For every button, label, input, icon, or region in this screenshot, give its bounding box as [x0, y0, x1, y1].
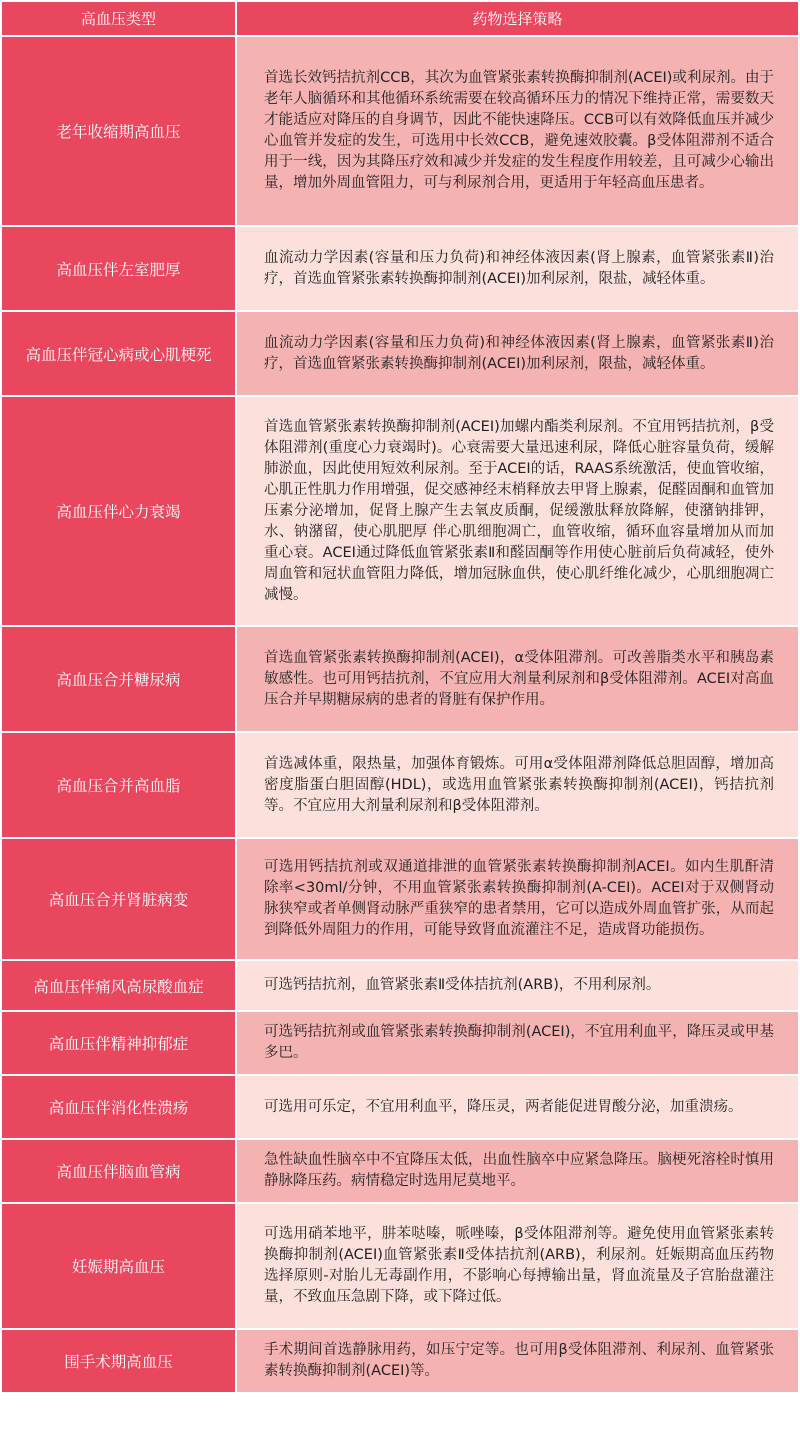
- header-strategy: 药物选择策略: [237, 2, 798, 35]
- table-row: [2, 1012, 798, 1074]
- row-strategy: 可选用硝苯地平，肼苯哒嗪，哌唑嗪，β受体阻滞剂等。避免使用血管紧张素转换酶抑制剂(ACEI)血管紧张素Ⅱ受体拮抗剂(ARB)，利尿剂。妊娠期高血压药物选择原则-对胎儿无毒副作用，不影响心每搏输出量，肾血流量及子宫胎盘灌注量，不致血压急剧下降，或下降过低。: [237, 1204, 798, 1328]
- table-row: [2, 37, 798, 225]
- header-type: 高血压类型: [2, 2, 235, 35]
- table-row: [2, 397, 798, 625]
- row-strategy: 急性缺血性脑卒中不宜降压太低，出血性脑卒中应紧急降压。脑梗死溶栓时慎用静脉降压药。病情稳定时选用尼莫地平。: [237, 1140, 798, 1202]
- row-strategy: 可选用钙拮抗剂或双通道排泄的血管紧张素转换酶抑制剂ACEI。如内生肌酐清除率<30ml/分钟，不用血管紧张素转换酶抑制剂(A-CEI)。ACEI对于双侧肾动脉狭窄或者单侧肾动脉严重狭窄的患者禁用，它可以造成外周血管扩张，从而起到降低外周阻力的作用，可能导致肾血流灌注不足，造成肾功能损伤。: [237, 839, 798, 959]
- table-row: [2, 839, 798, 959]
- table-row: [2, 312, 798, 395]
- row-type: 高血压伴精神抑郁症: [2, 1012, 235, 1074]
- row-strategy: 手术期间首选静脉用药，如压宁定等。也可用β受体阻滞剂、利尿剂、血管紧张素转换酶抑制剂(ACEI)等。: [237, 1330, 798, 1392]
- row-type: 高血压伴消化性溃疡: [2, 1076, 235, 1138]
- row-strategy: 首选血管紧张素转换酶抑制剂(ACEI)，α受体阻滞剂。可改善脂类水平和胰岛素敏感性。也可用钙拮抗剂，不宜应用大剂量利尿剂和β受体阻滞剂。ACEI对高血压合并早期糖尿病的患者的肾脏有保护作用。: [237, 627, 798, 731]
- table-header: [2, 2, 798, 35]
- table-row: [2, 227, 798, 310]
- row-type: 高血压伴脑血管病: [2, 1140, 235, 1202]
- row-type: 高血压合并肾脏病变: [2, 839, 235, 959]
- row-type: 老年收缩期高血压: [2, 37, 235, 225]
- row-type: 高血压伴冠心病或心肌梗死: [2, 312, 235, 395]
- row-type: 高血压合并糖尿病: [2, 627, 235, 731]
- table-row: [2, 1204, 798, 1328]
- table-row: [2, 1140, 798, 1202]
- row-type: 围手术期高血压: [2, 1330, 235, 1392]
- row-strategy: 首选血管紧张素转换酶抑制剂(ACEI)加螺内酯类利尿剂。不宜用钙拮抗剂，β受体阻滞剂(重度心力衰竭时)。心衰需要大量迅速利尿，降低心脏容量负荷，缓解肺淤血，因此使用短效利尿剂。至于ACEI的话，RAAS系统激活，使血管收缩，心肌正性肌力作用增强，促交感神经末梢释放去甲肾上腺素，促醛固酮和血管加压素分泌增加，促肾上腺产生去氧皮质酮，促缓激肽释放降解，使潴钠排钾，水、钠潴留，使心肌肥厚 伴心肌细胞凋亡，血管收缩，循环血容量增加从而加重心衰。ACEI通过降低血管紧张素Ⅱ和醛固酮等作用使心脏前后负荷减轻，使外周血管和冠状血管阻力降低，增加冠脉血供，使心肌纤维化减少，心肌细胞凋亡减慢。: [237, 397, 798, 625]
- table-row: [2, 1076, 798, 1138]
- row-type: 高血压合并高血脂: [2, 733, 235, 837]
- row-type: 高血压伴心力衰竭: [2, 397, 235, 625]
- row-strategy: 可选钙拮抗剂，血管紧张素Ⅱ受体拮抗剂(ARB)，不用利尿剂。: [237, 961, 798, 1010]
- row-strategy: 血流动力学因素(容量和压力负荷)和神经体液因素(肾上腺素，血管紧张素Ⅱ)治疗，首选血管紧张素转换酶抑制剂(ACEI)加利尿剂，限盐，减轻体重。: [237, 312, 798, 395]
- row-strategy: 血流动力学因素(容量和压力负荷)和神经体液因素(肾上腺素，血管紧张素Ⅱ)治疗，首选血管紧张素转换酶抑制剂(ACEI)加利尿剂，限盐，减轻体重。: [237, 227, 798, 310]
- row-type: 妊娠期高血压: [2, 1204, 235, 1328]
- table-row: [2, 627, 798, 731]
- row-type: 高血压伴痛风高尿酸血症: [2, 961, 235, 1010]
- row-strategy: 可选用可乐定，不宜用利血平，降压灵，两者能促进胃酸分泌，加重溃疡。: [237, 1076, 798, 1138]
- table-row: [2, 733, 798, 837]
- row-strategy: 首选长效钙拮抗剂CCB，其次为血管紧张素转换酶抑制剂(ACEI)或利尿剂。由于老年人脑循环和其他循环系统需要在较高循环压力的情况下维持正常，需要数天才能适应对降压的自身调节，因此不能快速降压。CCB可以有效降低血压并减少心血管并发症的发生，可选用中长效CCB，避免速效胶囊。β受体阻滞剂不适合用于一线，因为其降压疗效和减少并发症的发生程度作用较差，且可减少心输出量，增加外周血管阻力，可与利尿剂合用，更适用于年轻高血压患者。: [237, 37, 798, 225]
- row-strategy: 首选减体重，限热量，加强体育锻炼。可用α受体阻滞剂降低总胆固醇，增加高密度脂蛋白胆固醇(HDL)，或选用血管紧张素转换酶抑制剂(ACEI)，钙拮抗剂等。不宜应用大剂量利尿剂和β受体阻滞剂。: [237, 733, 798, 837]
- row-strategy: 可选钙拮抗剂或血管紧张素转换酶抑制剂(ACEI)，不宜用利血平，降压灵或甲基多巴。: [237, 1012, 798, 1074]
- row-type: 高血压伴左室肥厚: [2, 227, 235, 310]
- table-row: [2, 961, 798, 1010]
- table-row: [2, 1330, 798, 1392]
